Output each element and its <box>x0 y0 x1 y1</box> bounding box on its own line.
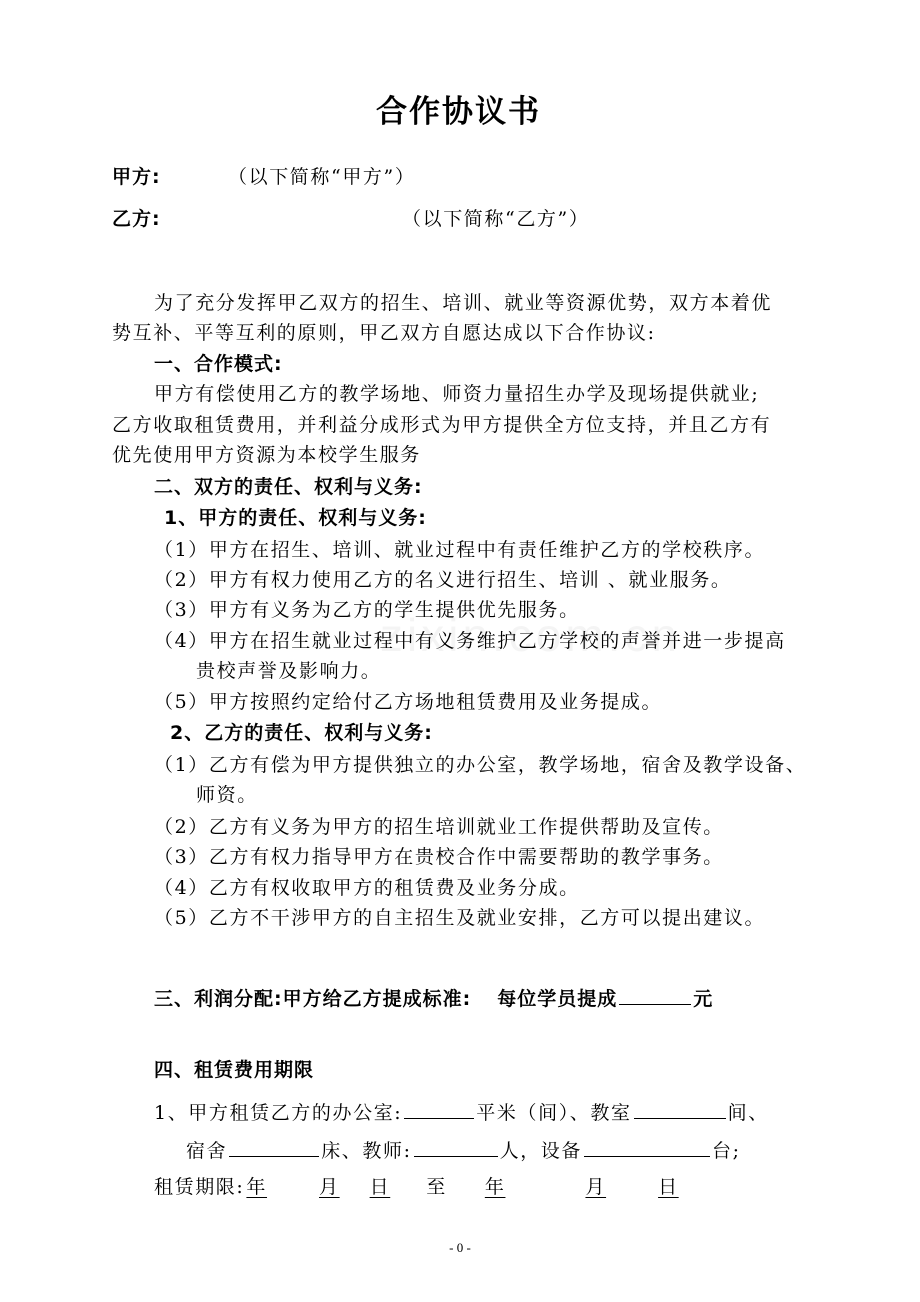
section-4-term-line <box>154 1174 691 1200</box>
end-year: 年 <box>484 1176 506 1198</box>
intro-line-2: 势互补、平等互利的原则，甲乙双方自愿达成以下合作协议: <box>112 322 656 344</box>
start-day: 日 <box>369 1176 391 1198</box>
equipment-count-blank[interactable] <box>584 1136 710 1157</box>
section-2b-heading: 2、乙方的责任、权利与义务: <box>170 722 433 744</box>
section-2a-item-4: （4）甲方在招生就业过程中有义务维护乙方学校的声誉并进一步提高 <box>154 630 786 652</box>
teacher-count-blank[interactable] <box>414 1136 498 1157</box>
term-to: 至 <box>426 1176 447 1198</box>
party-a-label: 甲方: <box>112 166 161 188</box>
section-1-heading: 一、合作模式: <box>154 353 283 375</box>
teacher-label: 床、教师: <box>321 1140 412 1162</box>
section-2a-item-2: （2）甲方有权力使用乙方的名义进行招生、培训 、就业服务。 <box>154 569 732 591</box>
office-area-blank[interactable] <box>404 1098 474 1119</box>
section-2a-item-4-cont: 贵校声誉及影响力。 <box>196 660 382 682</box>
section-4-heading: 四、租赁费用期限 <box>154 1059 315 1081</box>
party-b-label: 乙方: <box>112 208 161 230</box>
start-date-field[interactable] <box>244 1176 398 1198</box>
term-label: 租赁期限: <box>154 1176 245 1198</box>
intro-line-1: 为了充分发挥甲乙双方的招生、培训、就业等资源优势，双方本着优 <box>154 292 773 314</box>
end-month: 月 <box>585 1176 607 1198</box>
document-title: 合作协议书 <box>376 94 541 130</box>
section-2b-item-3: （3）乙方有权力指导甲方在贵校合作中需要帮助的教学事务。 <box>154 846 724 868</box>
end-day: 日 <box>658 1176 679 1198</box>
section-3-text: 甲方给乙方提成标准: <box>282 988 472 1010</box>
dorm-label: 宿舍 <box>186 1140 228 1162</box>
section-2a-item-5: （5）甲方按照约定给付乙方场地租赁费用及业务提成。 <box>154 691 663 713</box>
equipment-label: 人，设备 <box>499 1140 583 1162</box>
office-label: 1、甲方租赁乙方的办公室: <box>154 1102 403 1124</box>
start-month: 月 <box>319 1176 340 1198</box>
equipment-unit: 台; <box>712 1140 741 1162</box>
section-2a-item-3: （3）甲方有义务为乙方的学生提供优先服务。 <box>154 599 580 621</box>
section-2a-item-1: （1）甲方在招生、培训、就业过程中有责任维护乙方的学校秩序。 <box>154 539 766 561</box>
section-2b-item-2: （2）乙方有义务为甲方的招生培训就业工作提供帮助及宣传。 <box>154 816 724 838</box>
section-1-line-3: 优先使用甲方资源为本校学生服务 <box>112 444 422 466</box>
commission-blank[interactable] <box>619 984 691 1005</box>
classroom-count-blank[interactable] <box>634 1098 726 1119</box>
end-date-field[interactable] <box>485 1176 691 1198</box>
party-b-alias: （以下简称“乙方”） <box>402 208 590 230</box>
dorm-bed-blank[interactable] <box>229 1136 319 1157</box>
section-4-line-1 <box>154 1098 769 1126</box>
section-4-line-2 <box>186 1136 741 1164</box>
section-1-line-2: 乙方收取租赁费用，并利益分成形式为甲方提供全方位支持，并且乙方有 <box>112 414 772 436</box>
page-number: - 0 - <box>449 1240 471 1255</box>
section-3-heading: 三、利润分配: <box>154 988 283 1010</box>
section-3-line <box>154 984 713 1012</box>
section-2b-item-4: （4）乙方有权收取甲方的租赁费及业务分成。 <box>154 877 580 899</box>
classroom-label: 平米（间）、教室 <box>476 1102 632 1124</box>
section-2-heading: 二、双方的责任、权利与义务: <box>154 476 423 498</box>
section-3-unit: 元 <box>693 988 714 1010</box>
start-year: 年 <box>246 1176 268 1198</box>
classroom-unit: 间、 <box>727 1102 769 1124</box>
section-2b-item-1-cont: 师资。 <box>196 784 258 806</box>
section-2b-item-1: （1）乙方有偿为甲方提供独立的办公室，教学场地，宿舍及教学设备、 <box>154 754 807 776</box>
section-2a-heading: 1、甲方的责任、权利与义务: <box>164 507 427 529</box>
section-3-text-2: 每位学员提成 <box>497 988 618 1010</box>
section-2b-item-5: （5）乙方不干涉甲方的自主招生及就业安排，乙方可以提出建议。 <box>154 907 766 929</box>
section-1-line-1: 甲方有偿使用乙方的教学场地、师资力量招生办学及现场提供就业; <box>154 383 760 405</box>
party-a-alias: （以下简称“甲方”） <box>228 166 416 188</box>
